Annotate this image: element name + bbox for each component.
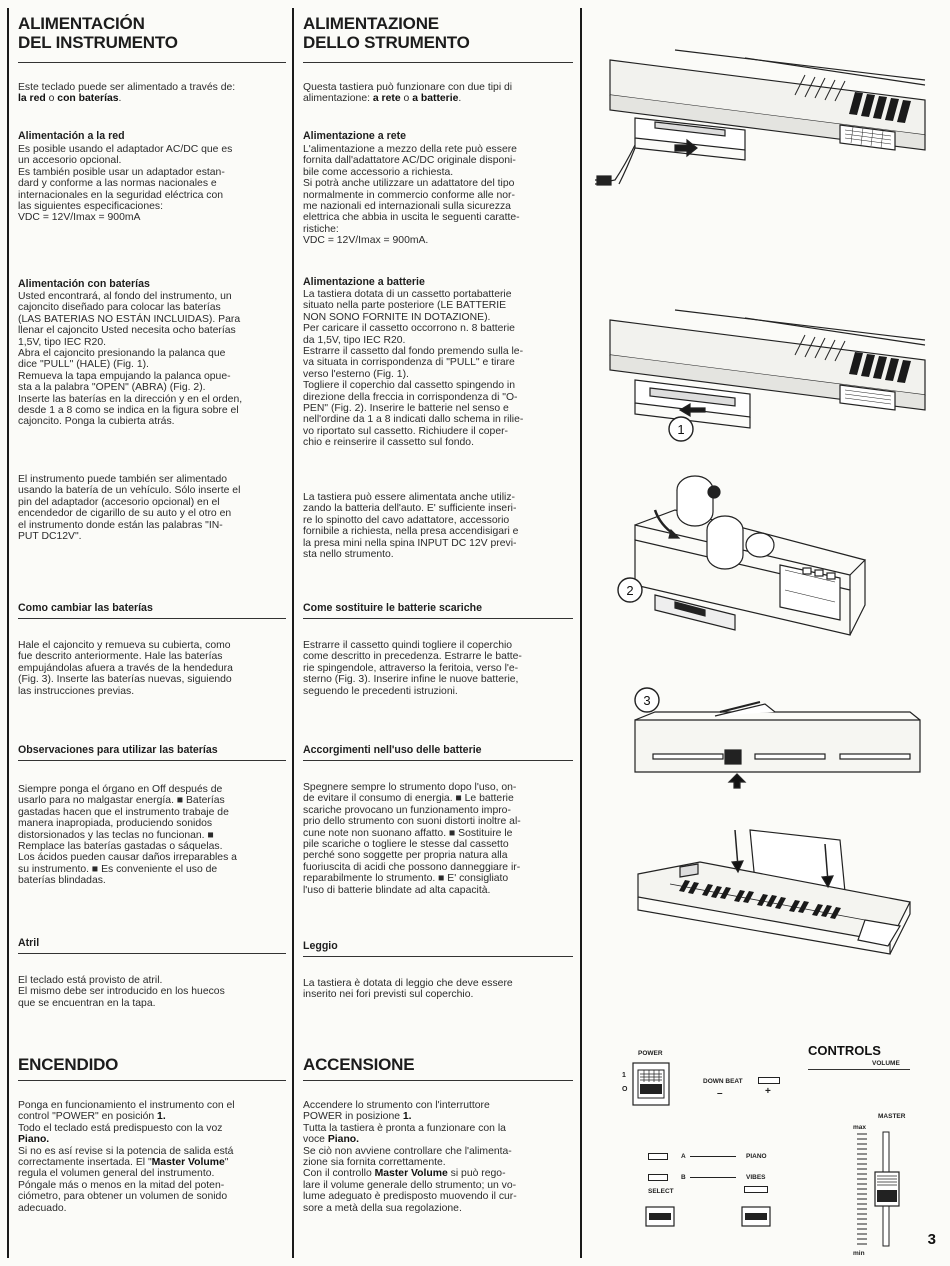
es-encendido-rule (18, 1080, 286, 1081)
fig3-side-illustration (625, 682, 925, 797)
power-pos-on: 1 (622, 1072, 626, 1079)
piano-label: PIANO (746, 1153, 767, 1160)
es-atril-text: El teclado está provisto de atril. El mismo debe ser introducido en los huecos que se encuentran en la tapa. (18, 975, 225, 1009)
left-margin-rule (7, 8, 9, 1258)
it-rete-title: Alimentazione a rete (303, 130, 407, 142)
master-volume-slider[interactable] (855, 1130, 915, 1250)
es-obs-title: Observaciones para utilizar las baterías (18, 744, 218, 756)
es-atril-title: Atril (18, 937, 40, 949)
it-car-text: La tastiera può essere alimentata anche utiliz- zando la batteria dell'auto. E' sufficiente inseri- re lo spinotto del cavo adattatore, accessorio fornibile a richiesta, nella presa accendisigari e la presa mini nella spina INPUT DC 12V previ- sta nello strumento. (303, 492, 519, 561)
keyboard-adapter-illustration (595, 30, 935, 200)
it-acc-title: Accorgimenti nell'uso delle batterie (303, 744, 482, 756)
select-b-indicator (648, 1174, 668, 1181)
es-encendido-text: Ponga en funcionamiento el instrumento con el control "POWER" en posición 1. Todo el teclado está predispuesto con la voz Piano. Si no es así revise si la potencia de salida está correctamente insertada. El "Master Volume" regula el volumen general del instrumento. Póngale más o menos en la mitad del poten- ciómetro, para obtener un volumen de sonido adecuado. (18, 1100, 235, 1214)
it-bat-text: La tastiera dotata di un cassetto portabatterie situato nella parte posteriore (LE BATTERIE NON SONO FORNITE IN DOTAZIONE). Per caricare il cassetto occorrono n. 8 batterie da 1,5V, tipo IEC R20. Estrarre il cassetto dal fondo premendo sulla le- va situata in corrispondenza di "PULL" e tirare verso l'esterno (Fig. 1). Togliere il coperchio dal cassetto spingendo in direzione della freccia in corrispondenza di "O- PEN" (Fig. 2). Inserire le batterie nel senso e nell'ordine da 1 a 8 indicati dallo schema in rilie- vo riportato sul cassetto. Richiudere il coper- chio e reinserire il cassetto sul fondo. (303, 289, 524, 449)
es-encendido-title: ENCENDIDO (18, 1055, 119, 1074)
es-car-text: El instrumento puede también ser alimentado usando la batería de un vehículo. Sólo inserte el pin del adaptador (accesorio opcional) en el encendedor de cigarillo de su auto y el otro en el instrumento donde están las palabras "IN- PUT DC12V". (18, 474, 241, 543)
select-a-line (690, 1156, 736, 1157)
select-button[interactable] (645, 1206, 675, 1228)
es-bat-text: Usted encontrará, al fondo del instrumento, un cajoncito diseñado para colocar las baterías (LAS BATERIAS NO ESTÁN INCLUIDAS). Para llenar el cajoncito Usted necesita ocho baterías 1,5V, tipo IEC R20. Abra el cajoncito presionando la palanca que dice "PULL" (HALE) (Fig. 1). Remueva la tapa empujando la palanca opue- sta a la palabra "OPEN" (ABRA) (Fig. 2). Inserte las baterías en la dirección y en el orden, desde 1 a 8 como se indica en la figura sobre el cajoncito. Ponga la cubierta atrás. (18, 291, 243, 428)
es-atril-rule (18, 953, 286, 954)
it-leggio-title: Leggio (303, 940, 338, 952)
it-accensione-text: Accendere lo strumento con l'interruttore POWER in posizione 1. Tutta la tastiera è pronta a funzionare con la voce Piano. Se ciò non avviene controllare che l'alimenta- zione sia fornita correttamente. Con il controllo Master Volume si può rego- lare il volume generale dello strumento; un vo- lume adeguato è predisposto muovendo il cur- sore a metà della sua regolazione. (303, 1100, 517, 1214)
es-change-rule (18, 618, 286, 619)
volume-min-label: min (853, 1250, 865, 1257)
select-label: SELECT (648, 1188, 674, 1195)
down-beat-button[interactable] (758, 1077, 780, 1084)
page-number: 3 (927, 1231, 936, 1248)
power-switch[interactable] (632, 1062, 672, 1108)
it-accensione-rule (303, 1080, 573, 1081)
fig1-label: 1 (677, 422, 685, 437)
select-a-label: A (681, 1153, 686, 1160)
es-title: ALIMENTACIÓN DEL INSTRUMENTO (18, 14, 178, 52)
it-change-rule (303, 618, 573, 619)
es-bat-title: Alimentación con baterías (18, 278, 150, 290)
vibes-label: VIBES (746, 1174, 766, 1181)
it-acc-rule (303, 760, 573, 761)
it-intro: Questa tastiera può funzionare con due tipi di alimentazione: a rete o a batterie. (303, 82, 513, 105)
volume-label: VOLUME (872, 1060, 900, 1067)
select-a-indicator (648, 1153, 668, 1160)
column-divider-1 (292, 8, 294, 1258)
power-label: POWER (638, 1050, 663, 1057)
es-change-text: Hale el cajoncito y remueva su cubierta, como fue descrito anteriormente. Hale las baterías empujándolas afuera a través de la hendedura (Fig. 3). Inserte las baterías nuevas, siguiendo las instrucciones previas. (18, 640, 233, 697)
vibes-indicator (744, 1186, 768, 1193)
master-label: MASTER (878, 1113, 906, 1120)
it-bat-title: Alimentazione a batterie (303, 276, 425, 288)
it-accensione-title: ACCENSIONE (303, 1055, 415, 1074)
down-beat-minus: – (717, 1088, 723, 1099)
power-pos-off: O (622, 1086, 628, 1093)
es-red-text: Es posible usando el adaptador AC/DC que es un accesorio opcional. Es también posible usar un adaptador estan- dard y conforme a las normas nacionales e internacionales en la seguridad eléctrica con las siguientes especificaciones: VDC = 12V/Imax = 900mA (18, 144, 233, 224)
keyboard-music-stand-illustration (630, 822, 920, 972)
es-obs-text: Siempre ponga el órgano en Off después de usarlo para no malgastar energía. ■ Baterías gastadas hacen que el instrumento trabaje de manera inapropiada, produciendo sonidos distorsionados y las teclas no funcionan. ■ Remplace las baterías gastadas o sáquelas. Los ácidos pueden causar daños irreparables a su instrumento. ■ Es conveniente el uso de baterías blindadas. (18, 784, 237, 887)
fig2-battery-illustration (615, 470, 875, 655)
it-rete-text: L'alimentazione a mezzo della rete può essere fornita dall'adattatore AC/DC originale disponi- bile come accessorio a richiesta. Si potrà anche utilizzare un adattatore del tipo normalmente in commercio conforme alle nor- me nazionali ed internazionali sulla sicurezza elettrica che abbia in uscita le seguenti caratte- ristiche: VDC = 12V/Imax = 900mA. (303, 144, 520, 247)
controls-title: CONTROLS (808, 1043, 881, 1058)
fig2-label: 2 (626, 583, 634, 598)
column-divider-2 (580, 8, 582, 1258)
voice-button[interactable] (741, 1206, 771, 1228)
volume-max-label: max (853, 1124, 867, 1131)
it-change-title: Come sostituire le batterie scariche (303, 602, 482, 614)
it-leggio-rule (303, 956, 573, 957)
it-title: ALIMENTAZIONE DELLO STRUMENTO (303, 14, 470, 52)
fig1-drawer-illustration (595, 292, 935, 462)
es-title-rule (18, 62, 286, 63)
volume-rule (808, 1069, 910, 1070)
down-beat-plus: + (765, 1086, 771, 1097)
select-b-label: B (681, 1174, 686, 1181)
select-b-line (690, 1177, 736, 1178)
it-title-rule (303, 62, 573, 63)
fig3-label: 3 (643, 693, 651, 708)
es-intro: Este teclado puede ser alimentado a través de: la red o con baterías. (18, 82, 236, 105)
es-change-title: Como cambiar las baterías (18, 602, 153, 614)
it-acc-text: Spegnere sempre lo strumento dopo l'uso, on- de evitare il consumo di energia. ■ Le batterie scariche provocano un funzionamento impro- prio dello strumento con suoni distorti inoltre al- cune note non suonano affatto. ■ Sostituire le pile scariche o togliere le stesse dal cassetto perché sono soggette per propria natura alla fuoriuscita di acidi che possono danneggiare ir- reparabilmente lo strumento. ■ E' consigliato l'uso di batterie blindate ad alta capacità. (303, 782, 521, 896)
down-beat-label: DOWN BEAT (703, 1078, 743, 1085)
es-obs-rule (18, 760, 286, 761)
it-leggio-text: La tastiera è dotata di leggio che deve essere inserito nei fori previsti sul coperchio. (303, 978, 513, 1001)
es-red-title: Alimentación a la red (18, 130, 125, 142)
it-change-text: Estrarre il cassetto quindi togliere il coperchio come descritto in precedenza. Estrarre le batte- rie spingendole, attraverso la feritoia, verso l'e- sterno (Fig. 3). Inserire infine le nuove batterie, seguendo le precedenti istruzioni. (303, 640, 522, 697)
